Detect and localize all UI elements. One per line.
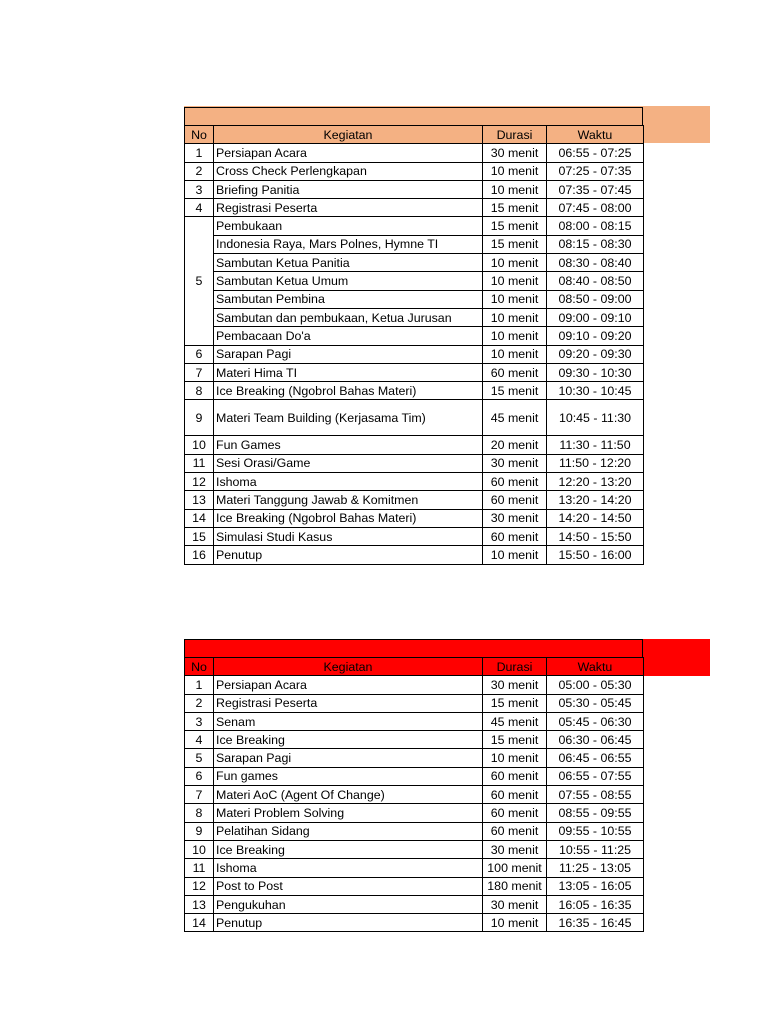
duration-cell: 30 menit <box>483 840 547 858</box>
schedule-table-1 <box>184 107 643 565</box>
table-row <box>185 162 644 180</box>
duration-cell: 60 menit <box>483 527 547 545</box>
duration-cell: 20 menit <box>483 436 547 454</box>
activity-cell: Pengukuhan <box>214 895 483 913</box>
duration-cell: 10 menit <box>483 272 547 290</box>
table-row <box>185 491 644 509</box>
row-number: 4 <box>185 731 214 749</box>
schedule-1-title-row <box>184 107 643 125</box>
table-row <box>185 436 644 454</box>
duration-cell: 15 menit <box>483 694 547 712</box>
table-row <box>185 786 644 804</box>
schedule-2-header-row <box>185 658 644 676</box>
time-cell: 08:40 - 08:50 <box>547 272 644 290</box>
row-number: 3 <box>185 712 214 730</box>
time-cell: 05:45 - 06:30 <box>547 712 644 730</box>
table-row <box>185 731 644 749</box>
header-kegiatan: Kegiatan <box>214 126 483 144</box>
table-row <box>185 694 644 712</box>
row-number: 3 <box>185 180 214 198</box>
table-row <box>185 382 644 400</box>
table-row <box>185 749 644 767</box>
row-number: 6 <box>185 767 214 785</box>
duration-cell: 60 menit <box>483 363 547 381</box>
activity-cell: Registrasi Peserta <box>214 694 483 712</box>
time-cell: 12:20 - 13:20 <box>547 473 644 491</box>
header-durasi: Durasi <box>483 126 547 144</box>
activity-cell: Sambutan dan pembukaan, Ketua Jurusan <box>214 308 483 326</box>
table-row <box>185 363 644 381</box>
row-number: 4 <box>185 199 214 217</box>
time-cell: 06:55 - 07:55 <box>547 767 644 785</box>
duration-cell: 60 menit <box>483 804 547 822</box>
duration-cell: 60 menit <box>483 822 547 840</box>
row-number: 9 <box>185 400 214 436</box>
table-row <box>185 473 644 491</box>
activity-cell: Ishoma <box>214 473 483 491</box>
activity-cell: Ice Breaking <box>214 731 483 749</box>
time-cell: 09:20 - 09:30 <box>547 345 644 363</box>
time-cell: 09:55 - 10:55 <box>547 822 644 840</box>
time-cell: 06:45 - 06:55 <box>547 749 644 767</box>
time-cell: 05:30 - 05:45 <box>547 694 644 712</box>
table-row <box>185 676 644 694</box>
duration-cell: 10 menit <box>483 749 547 767</box>
row-number: 14 <box>185 509 214 527</box>
table-row <box>185 767 644 785</box>
activity-cell: Materi Hima TI <box>214 363 483 381</box>
activity-cell: Sambutan Pembina <box>214 290 483 308</box>
activity-cell: Penutup <box>214 546 483 564</box>
table-row <box>185 327 644 345</box>
table-row <box>185 308 644 326</box>
table-row <box>185 290 644 308</box>
activity-cell: Materi Tanggung Jawab & Komitmen <box>214 491 483 509</box>
duration-cell: 15 menit <box>483 382 547 400</box>
activity-cell: Persiapan Acara <box>214 144 483 162</box>
time-cell: 07:25 - 07:35 <box>547 162 644 180</box>
table-row <box>185 914 644 932</box>
time-cell: 07:55 - 08:55 <box>547 786 644 804</box>
row-number: 14 <box>185 914 214 932</box>
duration-cell: 60 menit <box>483 767 547 785</box>
duration-cell: 30 menit <box>483 895 547 913</box>
row-number: 7 <box>185 363 214 381</box>
activity-cell: Pelatihan Sidang <box>214 822 483 840</box>
header-waktu: Waktu <box>547 126 644 144</box>
time-cell: 14:50 - 15:50 <box>547 527 644 545</box>
activity-cell: Ice Breaking (Ngobrol Bahas Materi) <box>214 382 483 400</box>
table-row <box>185 840 644 858</box>
time-cell: 14:20 - 14:50 <box>547 509 644 527</box>
time-cell: 11:25 - 13:05 <box>547 859 644 877</box>
table-row <box>185 235 644 253</box>
duration-cell: 180 menit <box>483 877 547 895</box>
duration-cell: 10 menit <box>483 345 547 363</box>
row-number: 13 <box>185 491 214 509</box>
duration-cell: 15 menit <box>483 235 547 253</box>
duration-cell: 15 menit <box>483 199 547 217</box>
table-row <box>185 217 644 235</box>
duration-cell: 60 menit <box>483 786 547 804</box>
schedule-2-table <box>184 657 644 932</box>
activity-cell: Registrasi Peserta <box>214 199 483 217</box>
duration-cell: 45 menit <box>483 400 547 436</box>
row-number: 11 <box>185 859 214 877</box>
activity-cell: Sambutan Ketua Panitia <box>214 254 483 272</box>
row-number: 1 <box>185 144 214 162</box>
row-number: 5 <box>185 217 214 345</box>
time-cell: 16:05 - 16:35 <box>547 895 644 913</box>
row-number: 9 <box>185 822 214 840</box>
duration-cell: 10 menit <box>483 162 547 180</box>
activity-cell: Materi Problem Solving <box>214 804 483 822</box>
activity-cell: Ice Breaking (Ngobrol Bahas Materi) <box>214 509 483 527</box>
row-number: 2 <box>185 694 214 712</box>
header-kegiatan: Kegiatan <box>214 658 483 676</box>
table-row <box>185 345 644 363</box>
header-durasi: Durasi <box>483 658 547 676</box>
table-row <box>185 254 644 272</box>
table-row <box>185 546 644 564</box>
activity-cell: Indonesia Raya, Mars Polnes, Hymne TI <box>214 235 483 253</box>
table-row <box>185 822 644 840</box>
time-cell: 09:10 - 09:20 <box>547 327 644 345</box>
activity-cell: Briefing Panitia <box>214 180 483 198</box>
activity-cell: Cross Check Perlengkapan <box>214 162 483 180</box>
time-cell: 07:45 - 08:00 <box>547 199 644 217</box>
activity-cell: Sarapan Pagi <box>214 345 483 363</box>
activity-cell: Post to Post <box>214 877 483 895</box>
duration-cell: 10 menit <box>483 254 547 272</box>
time-cell: 13:20 - 14:20 <box>547 491 644 509</box>
activity-cell: Pembukaan <box>214 217 483 235</box>
activity-cell: Ice Breaking <box>214 840 483 858</box>
time-cell: 06:55 - 07:25 <box>547 144 644 162</box>
table-row <box>185 509 644 527</box>
table-row <box>185 859 644 877</box>
row-number: 15 <box>185 527 214 545</box>
activity-cell: Sambutan Ketua Umum <box>214 272 483 290</box>
row-number: 11 <box>185 454 214 472</box>
activity-cell: Sesi Orasi/Game <box>214 454 483 472</box>
row-number: 16 <box>185 546 214 564</box>
header-no: No <box>185 658 214 676</box>
duration-cell: 100 menit <box>483 859 547 877</box>
row-number: 13 <box>185 895 214 913</box>
duration-cell: 10 menit <box>483 180 547 198</box>
schedule-1-table <box>184 125 644 565</box>
row-number: 10 <box>185 840 214 858</box>
duration-cell: 10 menit <box>483 546 547 564</box>
table-row <box>185 144 644 162</box>
time-cell: 08:50 - 09:00 <box>547 290 644 308</box>
row-number: 7 <box>185 786 214 804</box>
time-cell: 10:45 - 11:30 <box>547 400 644 436</box>
activity-cell: Persiapan Acara <box>214 676 483 694</box>
activity-cell: Pembacaan Do'a <box>214 327 483 345</box>
activity-cell: Penutup <box>214 914 483 932</box>
time-cell: 13:05 - 16:05 <box>547 877 644 895</box>
time-cell: 11:50 - 12:20 <box>547 454 644 472</box>
row-number: 8 <box>185 804 214 822</box>
row-number: 12 <box>185 473 214 491</box>
schedule-1-header-row <box>185 126 644 144</box>
duration-cell: 30 menit <box>483 144 547 162</box>
time-cell: 11:30 - 11:50 <box>547 436 644 454</box>
activity-cell: Fun games <box>214 767 483 785</box>
activity-cell: Sarapan Pagi <box>214 749 483 767</box>
duration-cell: 15 menit <box>483 731 547 749</box>
row-number: 10 <box>185 436 214 454</box>
activity-cell: Ishoma <box>214 859 483 877</box>
table-row <box>185 877 644 895</box>
activity-cell: Simulasi Studi Kasus <box>214 527 483 545</box>
table-row <box>185 400 644 436</box>
duration-cell: 30 menit <box>483 509 547 527</box>
time-cell: 10:55 - 11:25 <box>547 840 644 858</box>
header-no: No <box>185 126 214 144</box>
duration-cell: 10 menit <box>483 327 547 345</box>
duration-cell: 45 menit <box>483 712 547 730</box>
time-cell: 08:15 - 08:30 <box>547 235 644 253</box>
time-cell: 07:35 - 07:45 <box>547 180 644 198</box>
row-number: 12 <box>185 877 214 895</box>
duration-cell: 30 menit <box>483 454 547 472</box>
schedule-table-2 <box>184 639 643 932</box>
time-cell: 05:00 - 05:30 <box>547 676 644 694</box>
table-row <box>185 272 644 290</box>
time-cell: 09:00 - 09:10 <box>547 308 644 326</box>
duration-cell: 10 menit <box>483 914 547 932</box>
table-row <box>185 712 644 730</box>
duration-cell: 15 menit <box>483 217 547 235</box>
time-cell: 10:30 - 10:45 <box>547 382 644 400</box>
time-cell: 08:30 - 08:40 <box>547 254 644 272</box>
time-cell: 08:00 - 08:15 <box>547 217 644 235</box>
time-cell: 09:30 - 10:30 <box>547 363 644 381</box>
duration-cell: 30 menit <box>483 676 547 694</box>
time-cell: 06:30 - 06:45 <box>547 731 644 749</box>
activity-cell: Materi AoC (Agent Of Change) <box>214 786 483 804</box>
table-row <box>185 527 644 545</box>
table-row <box>185 804 644 822</box>
duration-cell: 60 menit <box>483 491 547 509</box>
row-number: 1 <box>185 676 214 694</box>
header-waktu: Waktu <box>547 658 644 676</box>
schedule-2-title-row <box>184 639 643 657</box>
time-cell: 08:55 - 09:55 <box>547 804 644 822</box>
duration-cell: 10 menit <box>483 290 547 308</box>
table-row <box>185 454 644 472</box>
table-row <box>185 180 644 198</box>
activity-cell: Materi Team Building (Kerjasama Tim) <box>214 400 483 436</box>
activity-cell: Fun Games <box>214 436 483 454</box>
table-row <box>185 895 644 913</box>
row-number: 6 <box>185 345 214 363</box>
row-number: 2 <box>185 162 214 180</box>
duration-cell: 10 menit <box>483 308 547 326</box>
table-row <box>185 199 644 217</box>
row-number: 5 <box>185 749 214 767</box>
time-cell: 15:50 - 16:00 <box>547 546 644 564</box>
activity-cell: Senam <box>214 712 483 730</box>
time-cell: 16:35 - 16:45 <box>547 914 644 932</box>
row-number: 8 <box>185 382 214 400</box>
duration-cell: 60 menit <box>483 473 547 491</box>
